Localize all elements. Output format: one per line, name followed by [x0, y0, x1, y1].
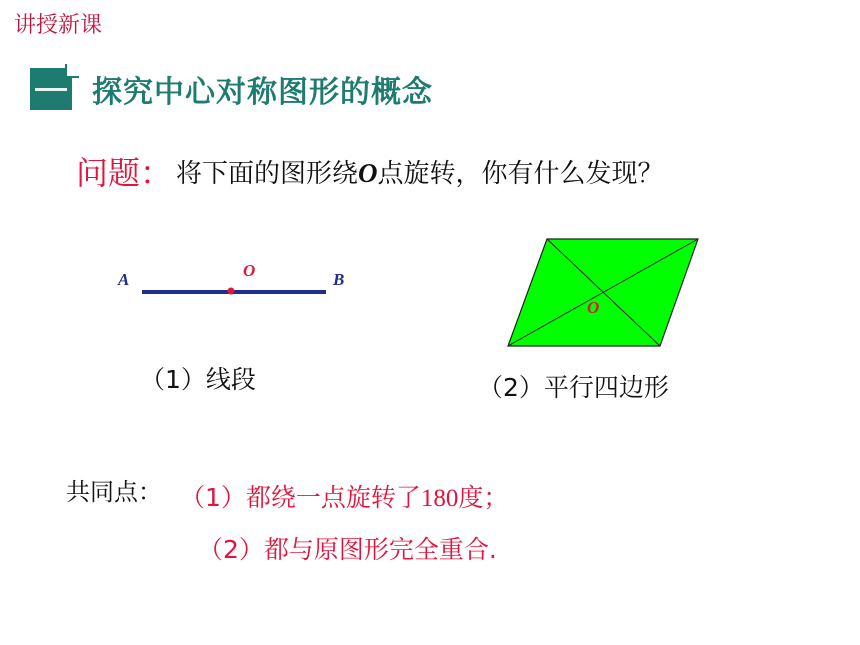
- section-title: 探究中心对称图形的概念: [92, 75, 433, 110]
- question-label: 问题：: [76, 154, 173, 192]
- segment-label-a: A: [118, 270, 130, 289]
- common-point-1-suffix: 度；: [458, 483, 509, 512]
- segment-caption: （1）线段: [140, 365, 256, 394]
- common-point-1-prefix: （1）都绕一点旋转了: [180, 483, 421, 512]
- segment-figure: [117, 261, 344, 295]
- common-point-2: （2）都与原图形完全重合.: [198, 535, 497, 564]
- parallelogram-caption: （2）平行四边形: [478, 373, 669, 402]
- common-point-1: [180, 478, 508, 514]
- common-point-1-number: 180: [420, 485, 459, 512]
- question-text-after: 点旋转，你有什么发现？: [377, 159, 664, 189]
- segment-label-b: B: [333, 270, 345, 289]
- segment-midpoint: [228, 288, 235, 295]
- parallelogram-label-o: O: [587, 298, 600, 317]
- parallelogram-figure: [508, 239, 698, 346]
- segment-label-o: O: [243, 261, 256, 280]
- question-point: O: [358, 158, 378, 188]
- question-text-before: 将下面的图形绕: [176, 159, 359, 189]
- common-label: 共同点：: [66, 478, 162, 506]
- corner-label: 讲授新课: [14, 13, 103, 38]
